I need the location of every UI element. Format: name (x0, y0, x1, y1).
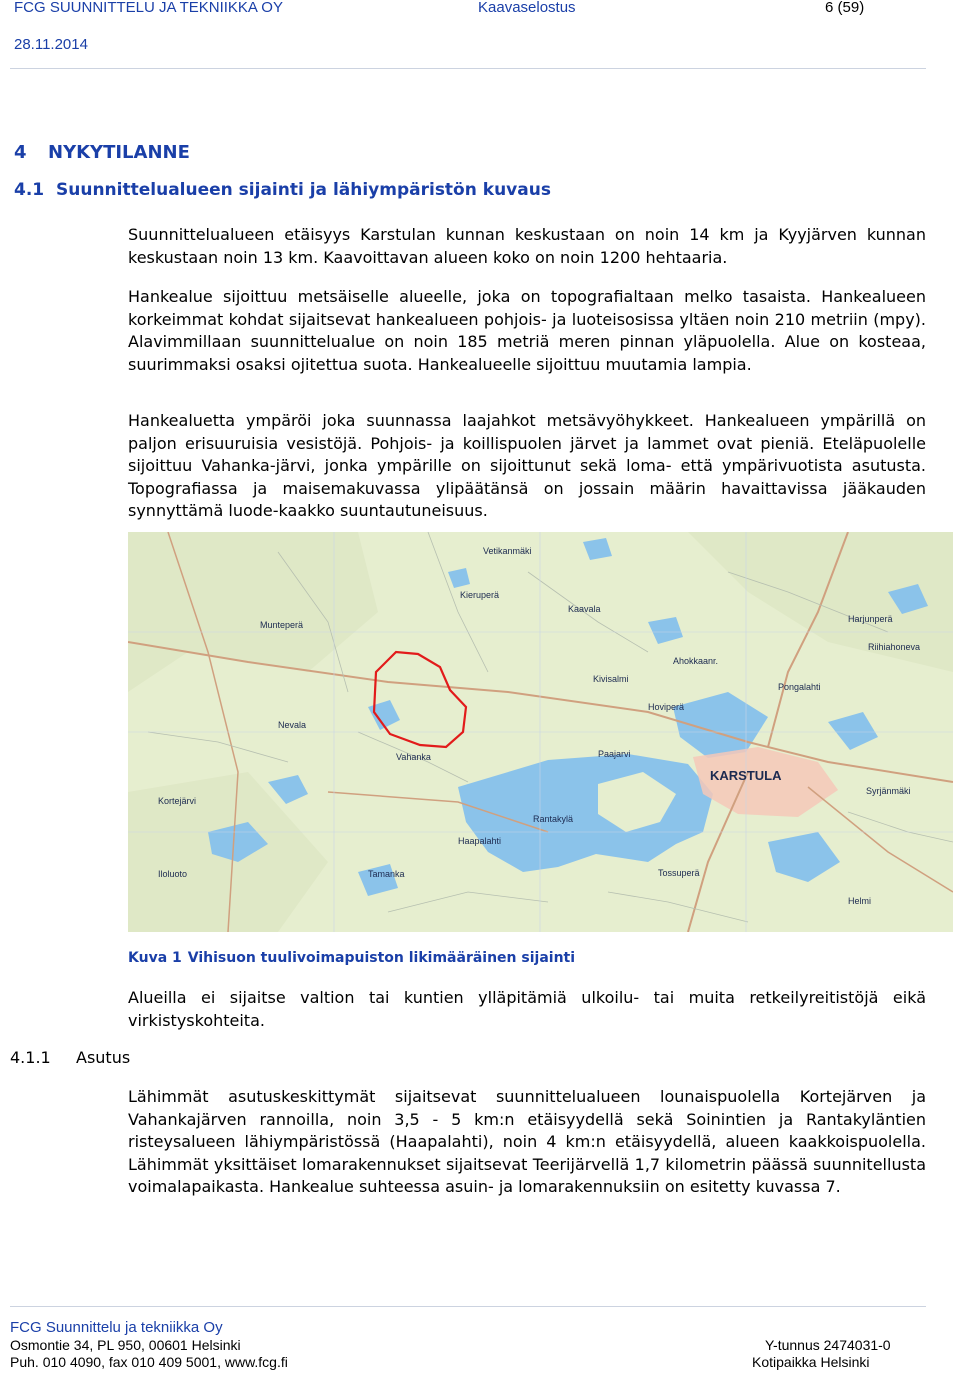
footer-phone: Puh. 010 4090, fax 010 409 5001, www.fcg.fi (10, 1354, 288, 1370)
map-label-kortejarvi: Kortejärvi (158, 796, 197, 806)
section-title: NYKYTILANNE (48, 142, 190, 163)
map-label-iloluoto: Iloluoto (158, 869, 188, 879)
map-label-munteperä: Munteperä (260, 620, 304, 630)
header-divider (10, 68, 926, 69)
map-label-nevala: Nevala (278, 720, 307, 730)
figure-caption (128, 950, 575, 966)
map-label-syrjanmaki: Syrjänmäki (866, 786, 911, 796)
footer-domicile: Kotipaikka Helsinki (752, 1354, 870, 1370)
location-map-svg (128, 532, 953, 932)
map-label-kieruperä: Kieruperä (460, 590, 500, 600)
paragraph-topography: Hankealue sijoittuu metsäiselle alueelle, joka on topografialtaan melko tasaista. Hankealueen korkeimmat kohdat sijaitsevat hankealueen pohjois- ja luoteisosissa yltäen noin 210 metriin (mpy). Alavimmillaan suunnittelualue on noin 185 metriä meren pinnan yläpuolella. Alue on kosteaa, suurimmaksi osaksi ojitettua suota. Hankealueelle sijoittuu muutamia lampia. (128, 287, 926, 374)
paragraph-settlement: Lähimmät asutuskeskittymät sijaitsevat suunnittelualueen lounaispuolella Kortejärven ja Vahankajärven rannoilla, noin 3,5 - 5 km:n etäisyydellä sekä Soinintien ja Rantakyläntien risteysalueen lähiympäristössä (Haapalahti), noin 4 km:n etäisyydellä, alueen kaakkoispuolella. Lähimmät yksittäiset lomarakennukset sijaitsevat Teerijärvellä 1,7 kilometrin päässä suunnitellusta voimalapaikasta. Hankealue suhteessa asuin- ja lomarakennuksiin on esitetty kuvassa 7. (128, 1087, 926, 1196)
map-label-tossupera: Tossuperä (658, 868, 700, 878)
header-company: FCG SUUNNITTELU JA TEKNIIKKA OY (14, 0, 283, 16)
header-doc-type: Kaavaselostus (478, 0, 576, 16)
map-label-helmi: Helmi (848, 896, 872, 906)
map-label-pongalahti: Pongalahti (778, 682, 821, 692)
footer-business-id: Y-tunnus 2474031-0 (765, 1337, 891, 1353)
subsection-title: Suunnittelualueen sijainti ja lähiympäristön kuvaus (56, 180, 551, 200)
map-label-haapalahti: Haapalahti (458, 836, 502, 846)
subsubsection-number: 4.1.1 (10, 1048, 51, 1067)
map-label-vahanka: Vahanka (396, 752, 431, 762)
subsection-number: 4.1 (14, 180, 45, 200)
subsubsection-title: Asutus (76, 1048, 131, 1067)
map-label-ahokkaanr: Ahokkaanr. (673, 656, 719, 666)
header-date: 28.11.2014 (14, 36, 88, 53)
map-label-vetikanmaki: Vetikanmäki (483, 546, 532, 556)
map-label-rantakyla: Rantakylä (533, 814, 574, 824)
map-label-kivisalmi: Kivisalmi (593, 674, 629, 684)
map-label-harjunpera: Harjunperä (848, 614, 893, 624)
section-number: 4 (14, 142, 27, 163)
header-page-number: 6 (59) (825, 0, 865, 16)
footer-divider (10, 1306, 926, 1307)
footer-company: FCG Suunnittelu ja tekniikka Oy (10, 1319, 223, 1336)
paragraph-recreation: Alueilla ei sijaitse valtion tai kuntien ylläpitämiä ulkoilu- tai muita retkeilyreitistöjä eikä virkistyskohteita. (128, 988, 926, 1030)
map-label-karstula: KARSTULA (710, 768, 782, 783)
map-label-paajarvi: Paajarvi (598, 749, 631, 759)
map-label-kaavala: Kaavala (568, 604, 601, 614)
footer-address: Osmontie 34, PL 950, 00601 Helsinki (10, 1337, 241, 1353)
map-label-tamanka: Tamanka (368, 869, 405, 879)
paragraph-distance: Suunnittelualueen etäisyys Karstulan kunnan keskustaan on noin 14 km ja Kyyjärven kunnan keskustaan noin 13 km. Kaavoittavan alueen koko on noin 1200 hehtaaria. (128, 225, 926, 267)
map-label-riihiahoneva: Riihiahoneva (868, 642, 921, 652)
subsection-heading (14, 180, 551, 200)
figure-caption-text: Vihisuon tuulivoimapuiston likimääräinen sijainti (187, 950, 576, 966)
subsubsection-heading (10, 1048, 130, 1067)
figure-caption-number: Kuva 1 (128, 950, 182, 966)
location-map (128, 532, 953, 932)
section-heading (14, 142, 190, 163)
map-label-hoviperä: Hoviperä (648, 702, 685, 712)
paragraph-surroundings: Hankealuetta ympäröi joka suunnassa laajahkot metsävyöhykkeet. Hankealueen ympärillä on paljon erisuuruisia vesistöjä. Pohjois- ja koillispuolen järvet ja lammet ovat pieniä. Eteläpuolelle sijoittuu Vahanka-järvi, jonka ympärille on sijoittunut sekä loma- että ympärivuotista asutusta. Topografiassa ja maisemakuvassa ylipäätänsä on jossain määrin havaittavissa jääkauden synnyttämä luode-kaakko suuntautuneisuus. (128, 411, 926, 520)
